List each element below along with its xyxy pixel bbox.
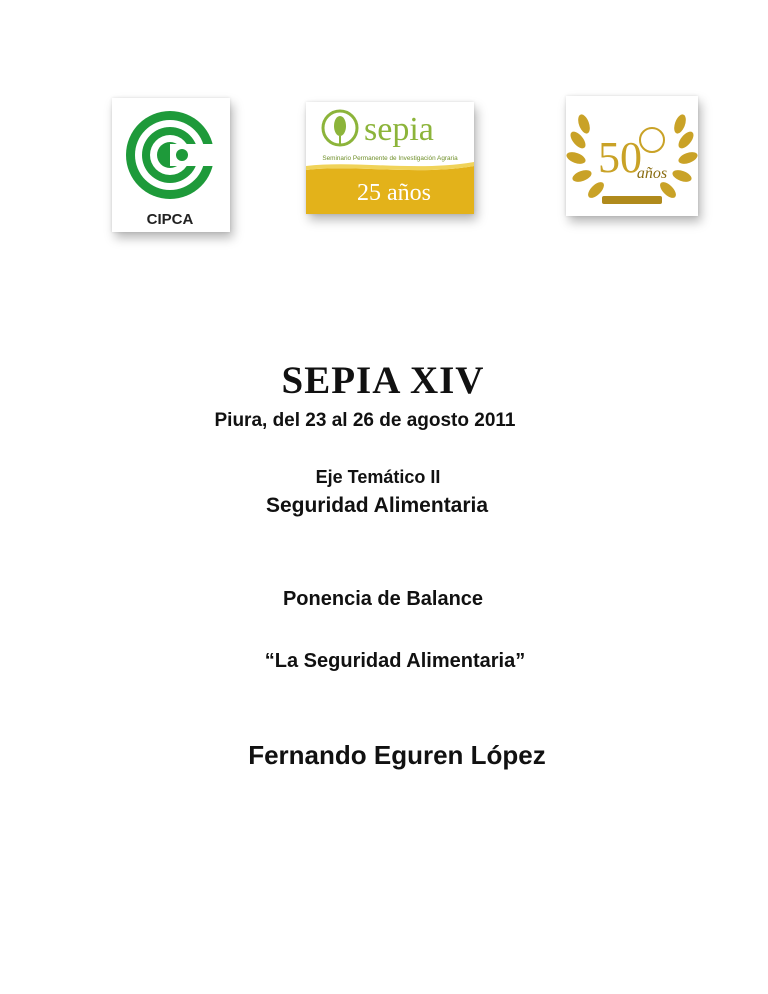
fifty-number: 50 (598, 133, 642, 182)
location-dates: Piura, del 23 al 26 de agosto 2011 (214, 410, 516, 431)
cipca-logo (112, 98, 230, 232)
document-title: SEPIA XIV (281, 359, 485, 402)
sepia-logo (306, 102, 474, 214)
cipca-emblem (112, 98, 230, 232)
author-name: Fernando Eguren López (248, 740, 546, 770)
paper-title: “La Seguridad Alimentaria” (264, 650, 526, 672)
fifty-years-logo (566, 96, 698, 216)
paper-type: Ponencia de Balance (282, 588, 484, 610)
sepia-subtitle: Seminario Permanente de Investigación Agraria (322, 155, 458, 162)
sepia-anniversary: 25 años (357, 180, 431, 206)
laurel-emblem (566, 96, 698, 216)
axis-topic: Seguridad Alimentaria (265, 494, 489, 517)
fifty-word: años (636, 165, 668, 182)
cipca-wordmark: CIPCA (146, 211, 194, 228)
sepia-wordmark: sepia (364, 111, 434, 148)
sepia-emblem (306, 102, 474, 214)
thematic-axis: Eje Temático II (315, 467, 441, 487)
